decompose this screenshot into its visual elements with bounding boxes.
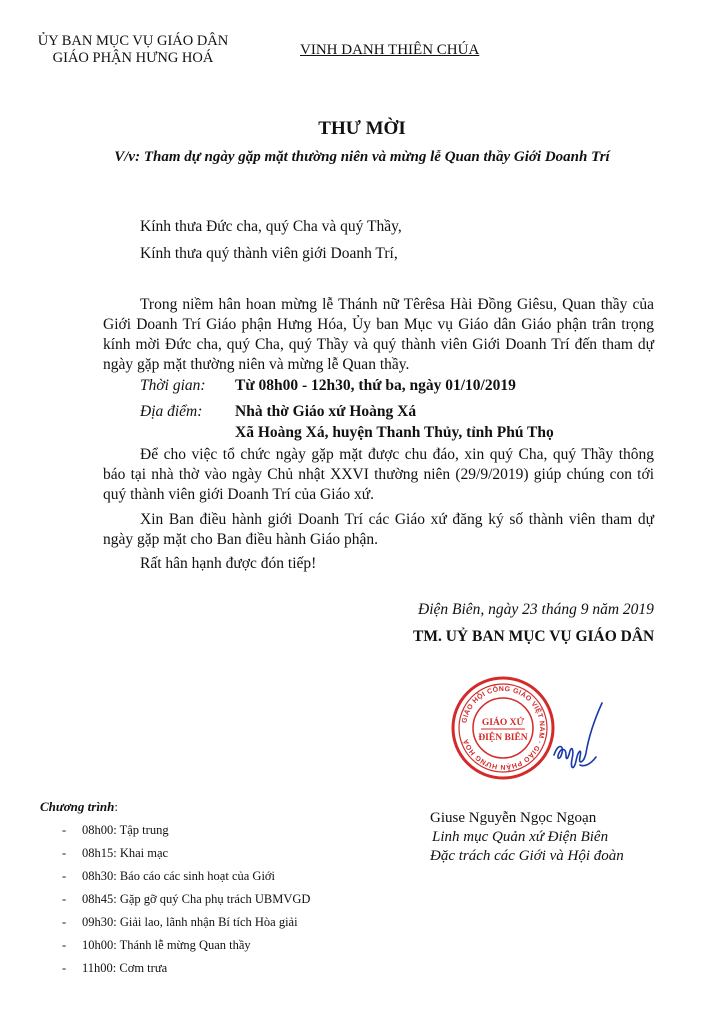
time-value: Từ 08h00 - 12h30, thứ ba, ngày 01/10/2019: [235, 377, 516, 394]
program-item-text: 11h00: Cơm trưa: [82, 961, 168, 975]
program-title-text: Chương trình: [40, 799, 115, 814]
program-item: [62, 961, 342, 977]
paragraph-1-line: ngày gặp mặt thường niên và mừng lễ Quan thầy.: [103, 356, 410, 373]
bullet-dash: -: [62, 938, 67, 952]
greeting-1: Kính thưa Đức cha, quý Cha và quý Thầy,: [140, 218, 402, 235]
seal-center-line-1: GIÁO XỨ: [481, 718, 525, 728]
paragraph-2-line: Để cho việc tổ chức ngày gặp mặt được chu đáo, xin quý Cha, quý Thầy thông: [140, 446, 654, 463]
paragraph-1-line: kính mời Đức cha, quý Cha, quý Thầy và quý thành viên Giới Doanh Trí đến tham dự: [103, 336, 654, 353]
place-value-1: Nhà thờ Giáo xứ Hoàng Xá: [235, 403, 417, 420]
program-item-text: 08h00: Tập trung: [82, 823, 169, 837]
parish-seal: [448, 673, 558, 783]
program-item: [62, 823, 342, 839]
program-item: [62, 915, 342, 931]
program-item-text: 08h45: Gặp gỡ quý Cha phụ trách UBMVGD: [82, 892, 311, 906]
program-item-text: 08h30: Báo cáo các sinh hoạt của Giới: [82, 869, 276, 883]
organization-block: [28, 33, 238, 67]
bullet-dash: -: [62, 869, 67, 883]
seal-center-line-2: ĐIỆN BIÊN: [478, 733, 528, 743]
program-title: [40, 799, 118, 815]
time-label: Thời gian:: [140, 377, 206, 394]
paragraph-1-line: Giới Doanh Trí Giáo phận Hưng Hóa, Ủy ban Mục vụ Giáo dân Giáo phận trân trọng: [103, 316, 654, 333]
greeting-2: Kính thưa quý thành viên giới Doanh Trí,: [140, 245, 398, 262]
date-place: Điện Biên, ngày 23 tháng 9 năm 2019: [418, 601, 654, 618]
bullet-dash: -: [62, 823, 67, 837]
bullet-dash: -: [62, 892, 67, 906]
motto: VINH DANH THIÊN CHÚA: [300, 42, 480, 58]
paragraph-3-line: Xin Ban điều hành giới Doanh Trí các Giáo xứ đăng ký số thành viên tham dự: [140, 511, 654, 528]
bullet-dash: -: [62, 846, 67, 860]
diocese-name: GIÁO PHẬN HƯNG HOÁ: [52, 50, 214, 66]
signer-role-2: Đặc trách các Giới và Hội đoàn: [430, 848, 624, 864]
closing-line: Rất hân hạnh được đón tiếp!: [140, 555, 317, 572]
program-item-text: 08h15: Khai mạc: [82, 846, 169, 860]
paragraph-1-line: Trong niềm hân hoan mừng lễ Thánh nữ Têrêsa Hài Đồng Giêsu, Quan thầy của: [140, 296, 654, 313]
letter-subject: V/v: Tham dự ngày gặp mặt thường niên và mừng lễ Quan thầy Giới Doanh Trí: [114, 149, 610, 165]
program-title-colon: :: [114, 799, 119, 814]
seal-ring-text: GIÁO HỘI CÔNG GIÁO VIỆT NAM · GIÁO PHẬN HƯNG HOÁ: [461, 685, 546, 771]
signer-name: Giuse Nguyễn Ngọc Ngoạn: [430, 810, 597, 826]
bullet-dash: -: [62, 915, 67, 929]
place-value-2: Xã Hoàng Xá, huyện Thanh Thủy, tỉnh Phú Thọ: [235, 424, 554, 441]
program-item: [62, 869, 342, 885]
signer-role-1: Linh mục Quản xứ Điện Biên: [432, 829, 609, 845]
program-item: [62, 846, 342, 862]
letter-title: THƯ MỜI: [318, 118, 406, 139]
program-item-text: 10h00: Thánh lễ mừng Quan thầy: [82, 938, 251, 952]
paragraph-2-line: quý thành viên giới Doanh Trí của Giáo xứ.: [103, 486, 375, 503]
on-behalf-line: TM. UỶ BAN MỤC VỤ GIÁO DÂN: [413, 628, 655, 645]
bullet-dash: -: [62, 961, 67, 975]
program-item: [62, 892, 342, 908]
place-label: Địa điểm:: [140, 403, 203, 420]
paragraph-3-line: ngày gặp mặt cho Ban điều hành Giáo phận.: [103, 531, 379, 548]
program-item: [62, 938, 342, 954]
program-item-text: 09h30: Giải lao, lãnh nhận Bí tích Hòa giải: [82, 915, 298, 929]
organization-name: ỦY BAN MỤC VỤ GIÁO DÂN: [37, 33, 229, 49]
paragraph-2-line: báo tại nhà thờ vào ngày Chủ nhật XXVI thường niên (29/9/2019) giúp chúng con tới: [103, 466, 654, 483]
handwritten-signature: [550, 695, 610, 785]
